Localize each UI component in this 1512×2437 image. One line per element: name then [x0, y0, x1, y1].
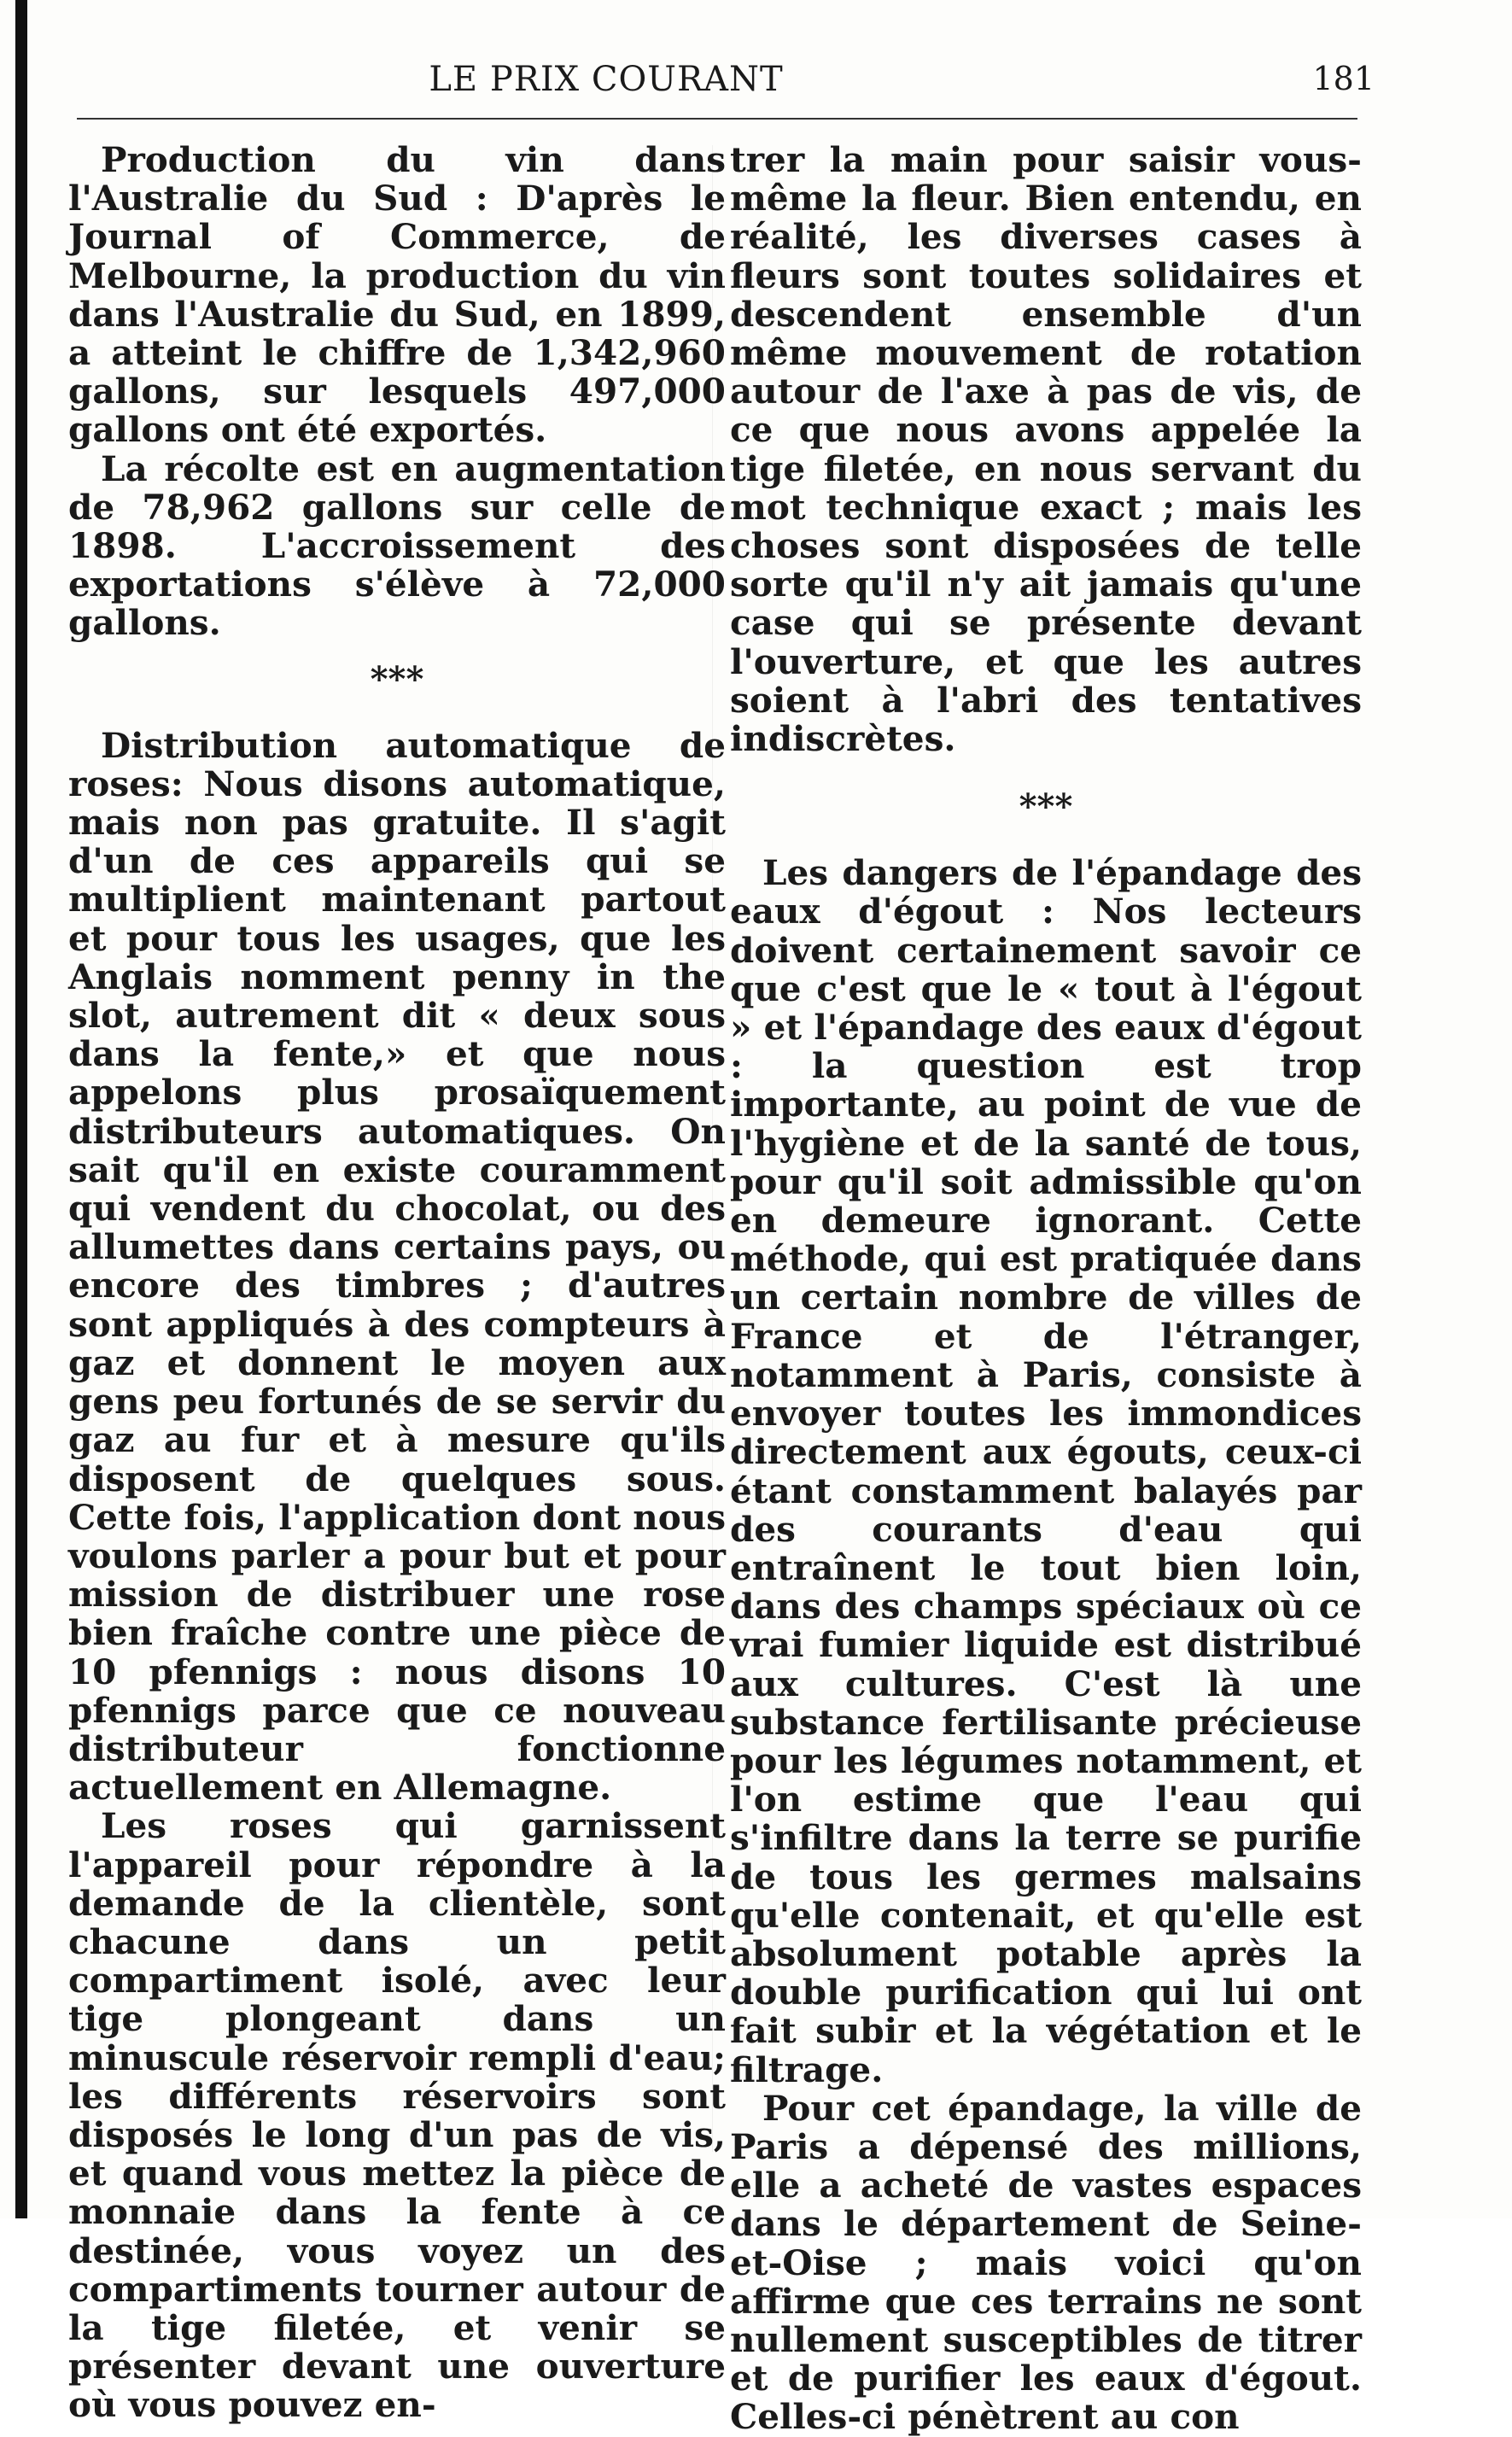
left-column: [68, 141, 726, 2425]
page-edge-border: [15, 0, 27, 2218]
article-rose-distribution-p2: Les roses qui garnissent l'appareil pour répondre à la demande de la clientèle, sont chacune dans un petit compartiment isolé, avec leur tige plongeant dans un minuscule réservoir rempli d'eau; les différents réservoirs sont disposés le long d'un pas de vis, et quand vous mettez la pièce de monnaie dans la fente à ce destinée, vous voyez un des compartiments tourner autour de la tige filetée, et venir se présenter devant une ouverture où vous pouvez en-: [68, 1805, 726, 2426]
article-rose-distribution-continued: trer la main pour saisir vous-même la fleur. Bien entendu, en réalité, les diverses cases à fleurs sont toutes solidaires et descendent ensemble d'un même mouvement de rotation autour de l'axe à pas de vis, de ce que nous avons appelée la tige filetée, en nous servant du mot technique exact ; mais les choses sont disposées de telle sorte qu'il n'y ait jamais qu'une case qui se présente devant l'ouverture, et que les autres soient à l'abri des tentatives indiscrètes.: [730, 139, 1362, 760]
page-number: 181: [1312, 60, 1375, 97]
page-header: [51, 60, 1460, 111]
article-rose-distribution-p1: Distribution automatique de roses: Nous disons automatique, mais non pas gratuite. Il s'agit d'un de ces appareils qui se multiplient maintenant partout et pour tous les usages, que les Anglais nomment penny in the slot, autrement dit « deux sous dans la fente,» et que nous appelons plus prosaïquement distributeurs automatiques. On sait qu'il en existe couramment qui vendent du chocolat, ou des allumettes dans certains pays, ou encore des timbres ; d'autres sont appliqués à des compteurs à gaz et donnent le moyen aux gens peu fortunés de se servir du gaz au fur et à mesure qu'ils disposent de quelques sous. Cette fois, l'application dont nous voulons parler a pour but et pour mission de distribuer une rose bien fraîche contre une pièce de 10 pfennigs : nous disons 10 pfennigs parce que ce nouveau distributeur fonctionne actuellement en Allemagne.: [68, 724, 726, 1809]
asterism-separator: ***: [370, 658, 424, 699]
running-title: LE PRIX COURANT: [429, 60, 784, 99]
article-sewage-dangers-p2: Pour cet épandage, la ville de Paris a dépensé des millions, elle a acheté de vastes espaces dans le département de Seine-et-Oise ; mais voici qu'on affirme que ces terrains ne sont nullement susceptibles de titrer et de purifier les eaux d'égout. Celles-ci pénètrent au con: [730, 2087, 1362, 2437]
right-column: [730, 141, 1362, 2437]
article-wine-production-p1: Production du vin dans l'Australie du Sud : D'après le Journal of Commerce, de Melbourne, la production du vin dans l'Australie du Sud, en 1899, a atteint le chiffre de 1,342,960 gallons, sur lesquels 497,000 gallons ont été exportés.: [68, 139, 726, 451]
header-rule: [77, 118, 1357, 120]
asterism-separator: ***: [1019, 786, 1073, 827]
article-wine-production-p2: La récolte est en augmentation de 78,962 gallons sur celle de 1898. L'accroissement des exportations s'élève à 72,000 gallons.: [68, 447, 726, 644]
article-sewage-dangers-p1: Les dangers de l'épandage des eaux d'égout : Nos lecteurs doivent certainement savoir ce que c'est que le « tout à l'égout » et l'épandage des eaux d'égout : la question est trop importante, au point de vue de l'hygiène et de la santé de tous, pour qu'il soit admissible qu'on en demeure ignorant. Cette méthode, qui est pratiquée dans un certain nombre de villes de France et de l'étranger, notamment à Paris, consiste à envoyer toutes les immondices directement aux égouts, ceux-ci étant constamment balayés par des courants d'eau qui entraînent le tout bien loin, dans des champs spéciaux où ce vrai fumier liquide est distribué aux cultures. C'est là une substance fertilisante précieuse pour les légumes notamment, et l'on estime que l'eau qui s'infiltre dans la terre se purifie de tous les germes malsains qu'elle contenait, et qu'elle est absolument potable après la double purification qui lui ont fait subir et la végétation et le filtrage.: [730, 852, 1362, 2090]
